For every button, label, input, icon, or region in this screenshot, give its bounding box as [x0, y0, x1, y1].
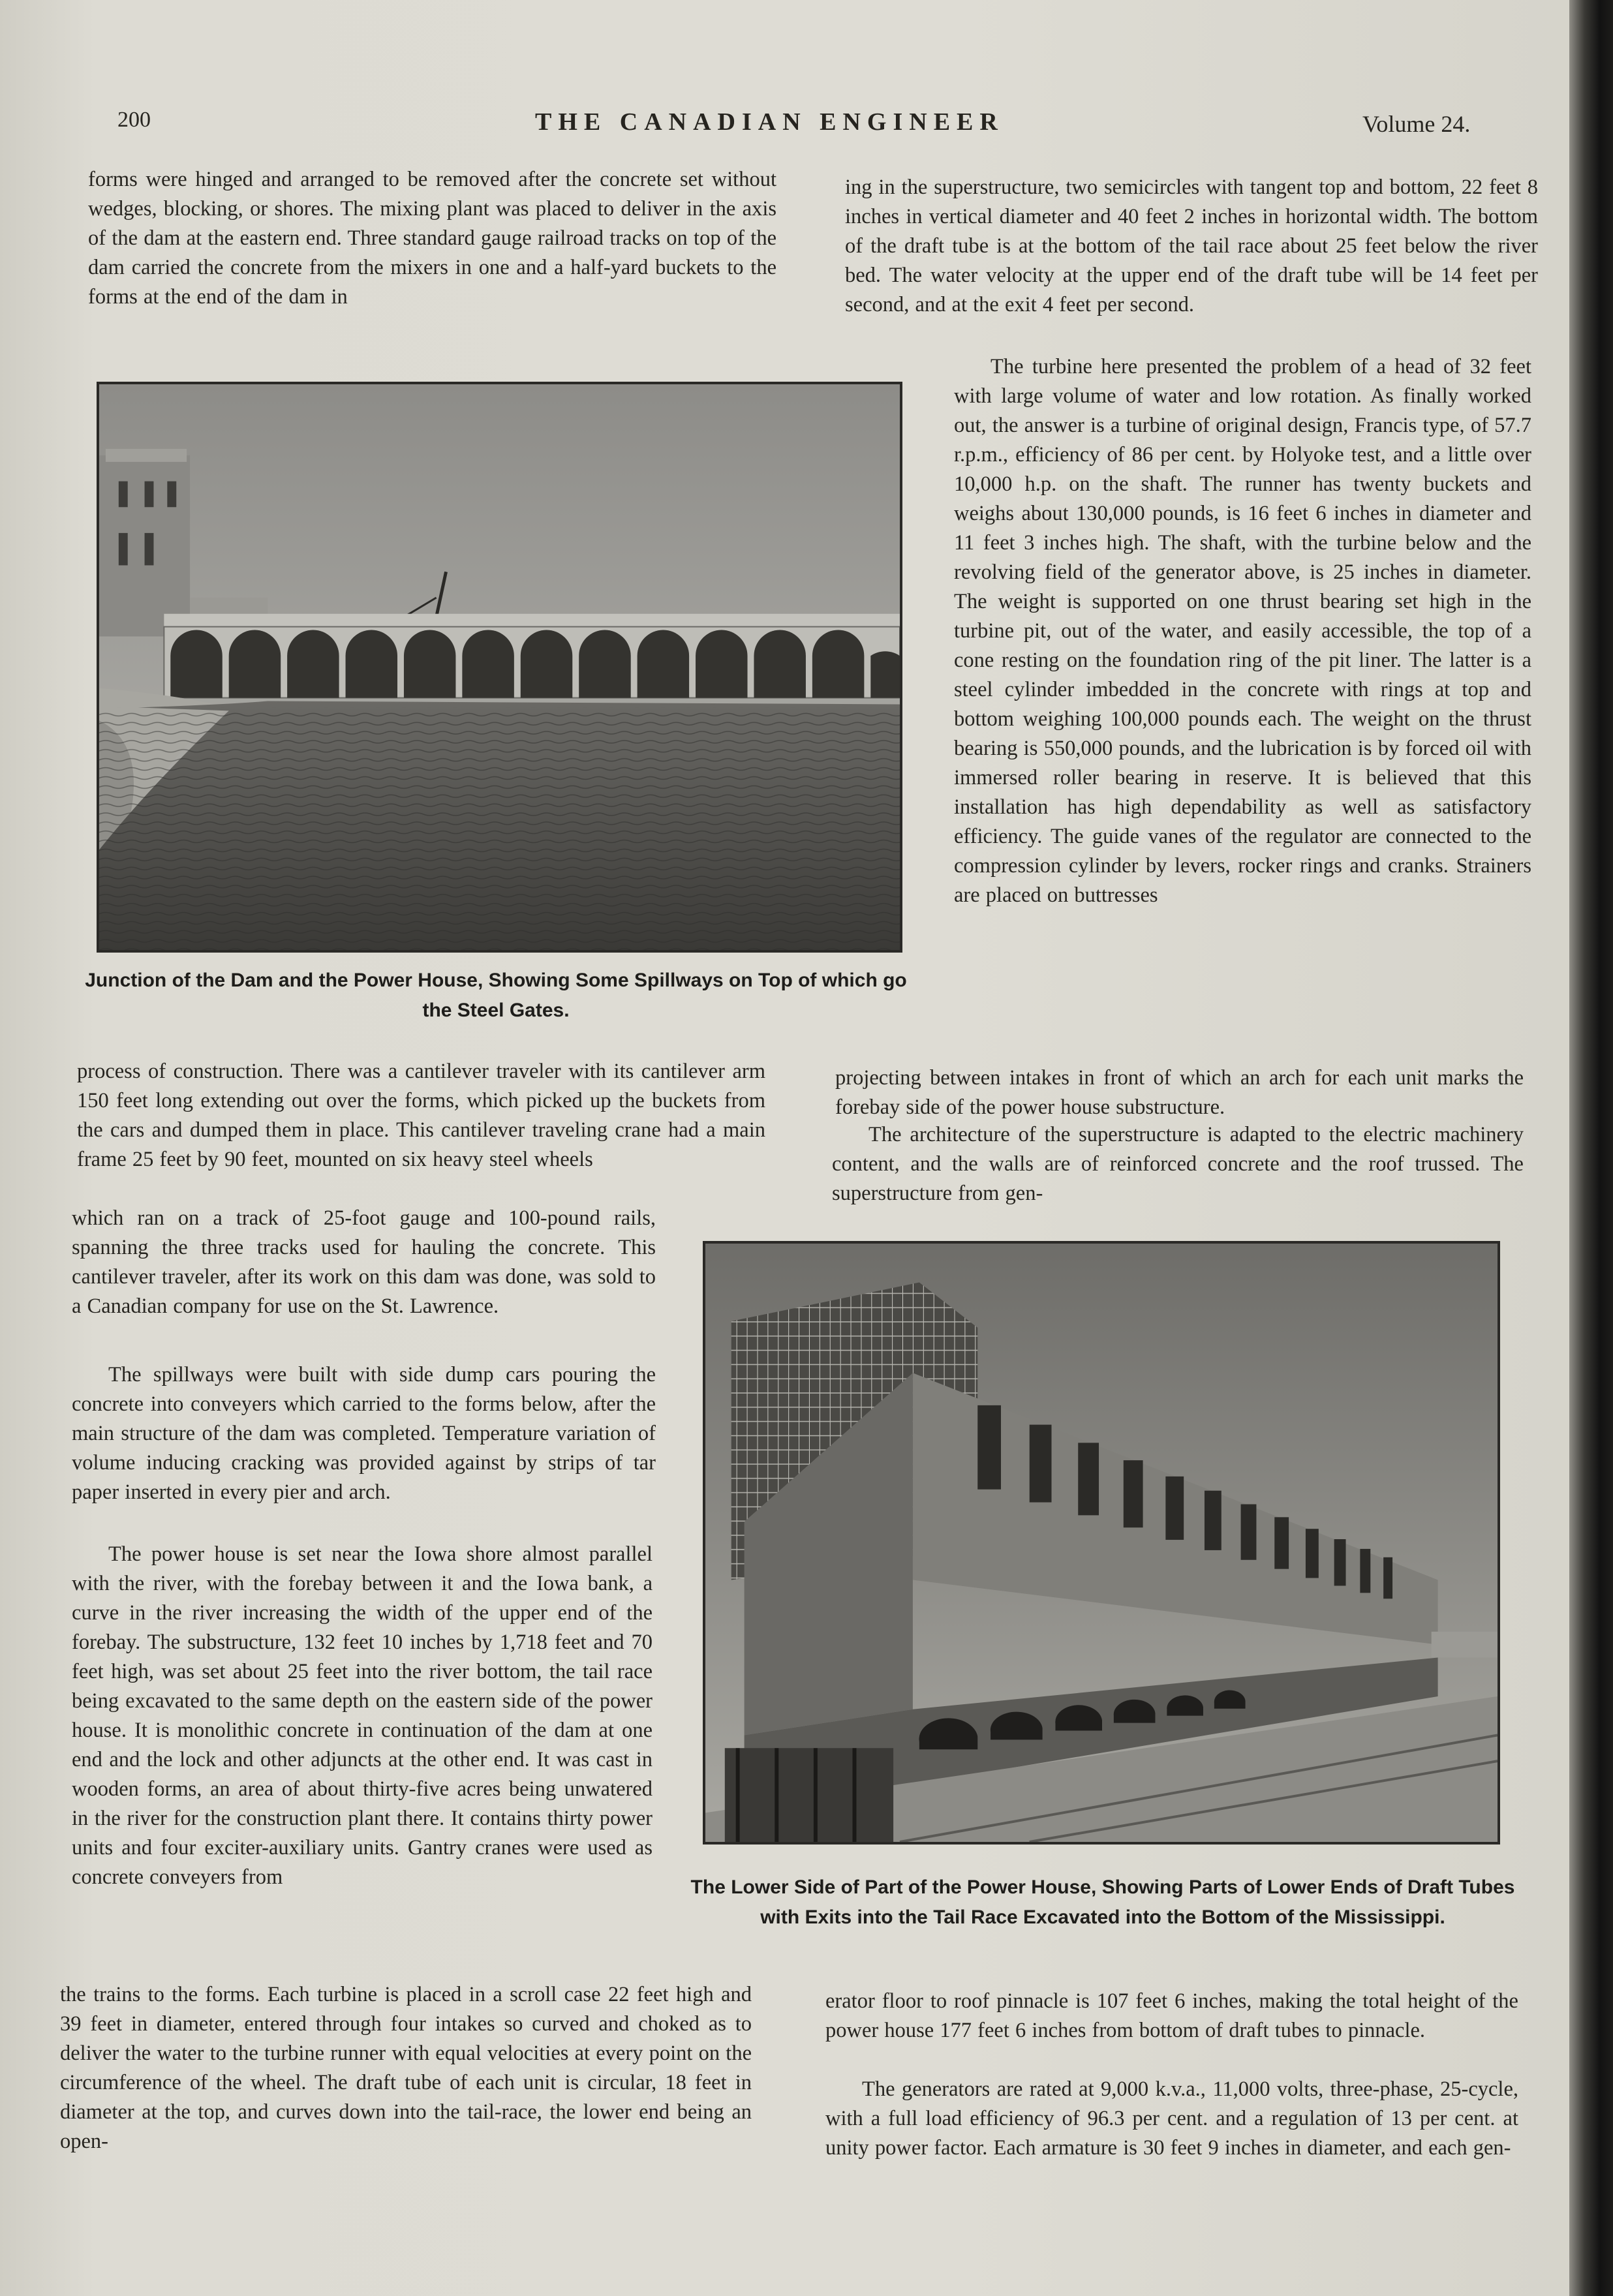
- paragraph-cantilever-track: which ran on a track of 25-foot gauge and 100-pound rails, spanning the three tracks used for hauling the concrete. This cantilever traveler, after its work on this dam was done, was sold to a Canadian company for use on the St. Lawrence.: [72, 1206, 656, 1318]
- paragraph-spillways: The spillways were built with side dump cars pouring the concrete into conveyers which carried to the forms below, after the main structure of the dam was completed. Temperature variation of volume inducing cracking was provided against by strips of tar paper inserted in every pier and arch.: [72, 1363, 656, 1504]
- caption-figure-power-house: The Lower Side of Part of the Power House, Showing Parts of Lower Ends of Draft Tubes with Exits into the Tail Race Excavated into the Bottom of the Mississippi.: [690, 1876, 1515, 1928]
- photo-dam-junction: [97, 382, 902, 953]
- paragraph-draft-tube-opening: ing in the superstructure, two semicircles with tangent top and bottom, 22 feet 8 inches in vertical diameter and 40 feet 2 inches in horizontal width. The bottom of the draft tube is at the bottom of the tail race about 25 feet below the river bed. The water velocity at the upper end of the draft tube will be 14 feet per second, and at the exit 4 feet per second.: [845, 176, 1538, 316]
- running-header: [0, 108, 1569, 147]
- paragraph-turbine-scroll-case: the trains to the forms. Each turbine is placed in a scroll case 22 feet high and 39 feet in diameter, entered through four intakes so curved and choked as to deliver the water to the turbine runner with equal velocities at every point on the circumference of the wheel. The draft tube of each unit is circular, 18 feet in diameter at the top, and curves down into the tail-race, the lower end being an open-: [60, 1983, 752, 2153]
- caption-figure-dam-junction: Junction of the Dam and the Power House, Showing Some Spillways on Top of which go the Steel Gates.: [85, 970, 907, 1021]
- paragraph-power-house: The power house is set near the Iowa shore almost parallel with the river, with the forebay between it and the Iowa bank, a curve in the river increasing the width of the upper end of the forebay. The substructure, 132 feet 10 inches by 1,718 feet and 70 feet high, was set about 25 feet into the river bottom, the tail race being excavated to the same depth on the eastern side of the power house. It is monolithic concrete in continuation of the dam at one end and the lock and other adjuncts at the other end. It was cast in wooden forms, an area of about thirty-five acres being unwatered in the river for the construction plant there. It contains thirty power units and four exciter-auxiliary units. Gantry cranes were used as concrete conveyers from: [72, 1542, 653, 1889]
- paragraph-turbine-design: The turbine here presented the problem of a head of 32 feet with large volume of water and low rotation. As finally worked out, the answer is a turbine of original design, Francis type, of 57.7 r.p.m., efficiency of 86 per cent. by Holyoke test, and a little over 10,000 h.p. on the shaft. The runner has twenty buckets and weighs about 130,000 pounds, is 16 feet 6 inches in diameter and 11 feet 3 inches high. The shaft, with the turbine below and the revolving field of the generator above, is 25 inches in diameter. The weight is supported on one thrust bearing set high in the turbine pit, out of the water, and easily accessible, the top of a cone resting on the foundation ring of the pit liner. The latter is a steel cylinder imbedded in the concrete with rings at top and bottom weighing 100,000 pounds each. The weight on the thrust bearing is 550,000 pounds, and the lubrication is by forced oil with immersed roller bearing in reserve. It is believed that this installation has high dependability as well as satisfactory efficiency. The guide vanes of the regulator are connected to the compression cylinder by levers, rocker rings and cranks. Strainers are placed on buttresses: [954, 355, 1531, 907]
- journal-title: THE CANADIAN ENGINEER: [535, 108, 1004, 136]
- photo-power-house-lower-side: [703, 1241, 1500, 1844]
- paragraph-generators-rating: The generators are rated at 9,000 k.v.a., 11,000 volts, three-phase, 25-cycle, with a full load efficiency of 96.3 per cent. and a regulation of 13 per cent. at unity power factor. Each armature is 30 feet 9 inches in diameter, and each gen-: [825, 2077, 1518, 2160]
- volume-label: Volume 24.: [1362, 111, 1471, 137]
- book-spine-shadow: [1569, 0, 1613, 2296]
- paragraph-architecture: The architecture of the superstructure is adapted to the electric machinery content, and the walls are of reinforced concrete and the roof trussed. The superstructure from gen-: [832, 1123, 1524, 1205]
- page-number: 200: [117, 108, 151, 132]
- paragraph-forms-hinged: forms were hinged and arranged to be removed after the concrete set without wedges, blocking, or shores. The mixing plant was placed to deliver in the axis of the dam at the eastern end. Three standard gauge railroad tracks on top of the dam carried the concrete from the mixers in one and a half-yard buckets to the forms at the end of the dam in: [88, 168, 776, 309]
- paragraph-process-construction: process of construction. There was a cantilever traveler with its cantilever arm 150 feet long extending out over the forms, which picked up the buckets from the cars and dumped them in place. This cantilever traveling crane had a main frame 25 feet by 90 feet, mounted on six heavy steel wheels: [77, 1060, 765, 1171]
- paragraph-intakes-arch: projecting between intakes in front of which an arch for each unit marks the forebay side of the power house substructure.: [835, 1066, 1524, 1119]
- paragraph-generator-floor: erator floor to roof pinnacle is 107 feet 6 inches, making the total height of the power house 177 feet 6 inches from bottom of draft tubes to pinnacle.: [825, 1989, 1518, 2042]
